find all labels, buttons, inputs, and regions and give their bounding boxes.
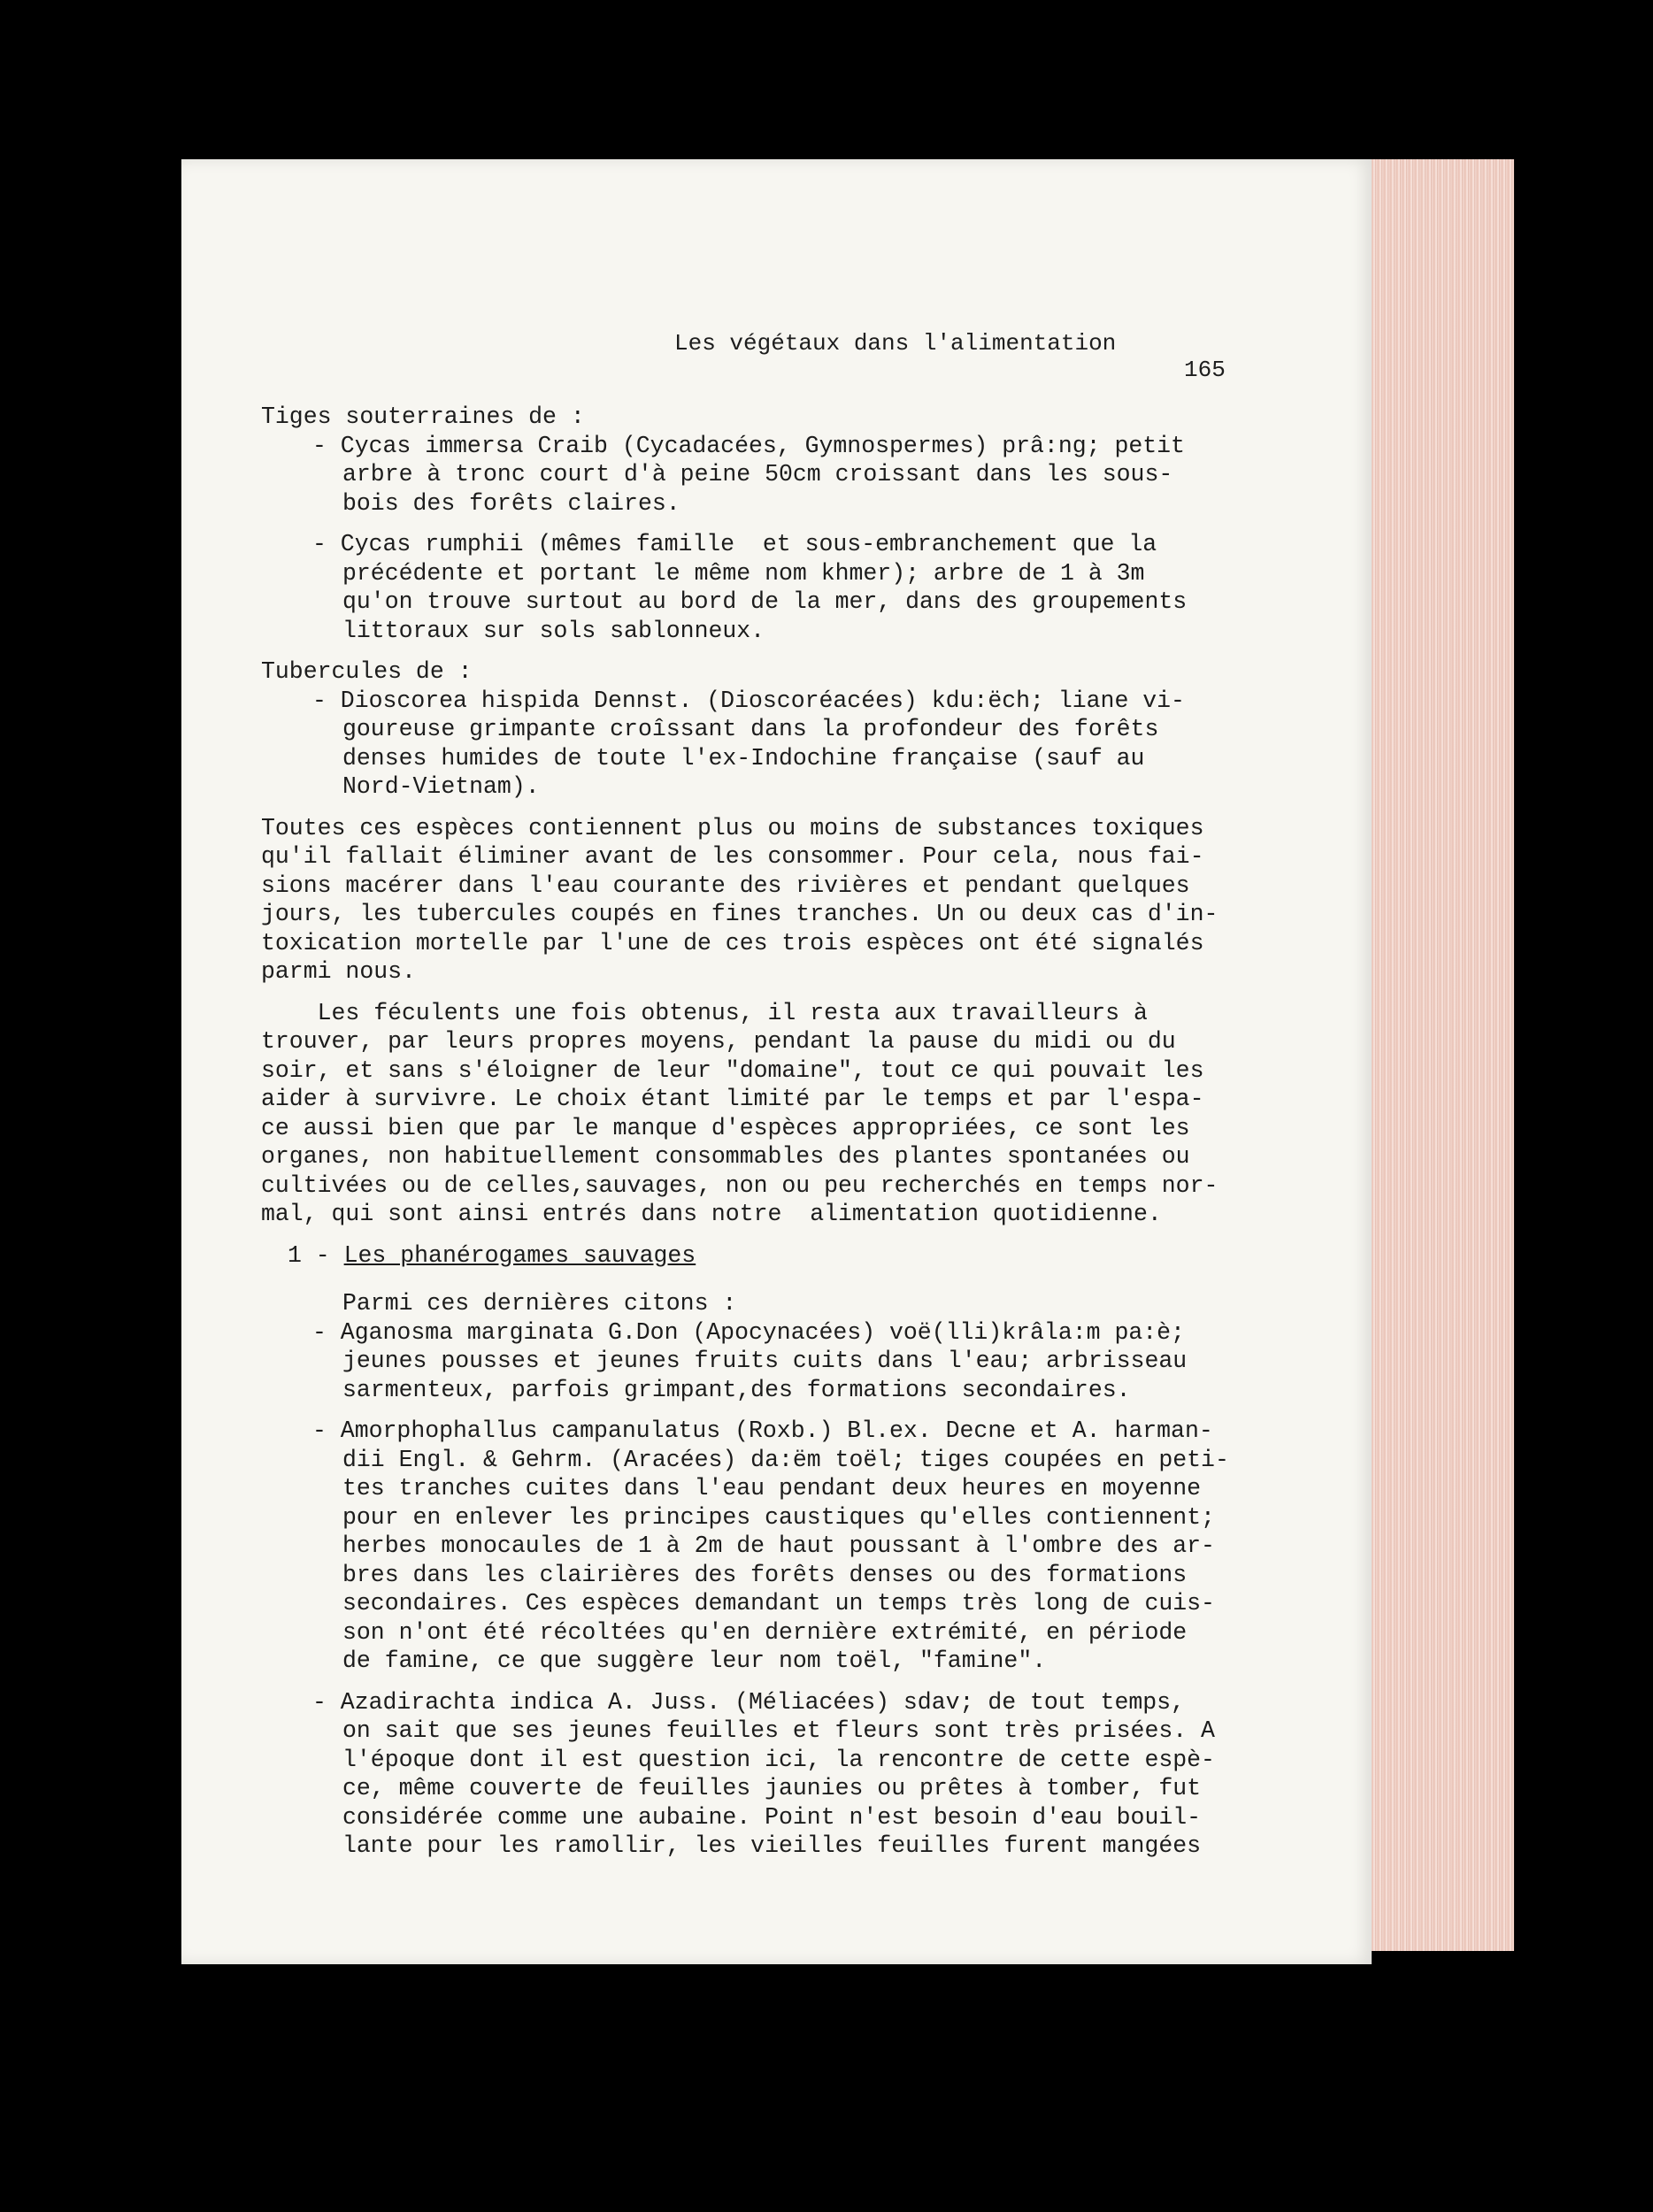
text-line: parmi nous. — [261, 958, 416, 985]
text-line: - Cycas immersa Craib (Cycadacées, Gymnospermes) prâ:ng; petit — [312, 432, 1185, 459]
text-line: pour en enlever les principes caustiques qu'elles contiennent; — [342, 1503, 1215, 1531]
text-line: considérée comme une aubaine. Point n'est besoin d'eau bouil- — [342, 1803, 1202, 1831]
text-line: arbre à tronc court d'à peine 50cm croissant dans les sous- — [342, 461, 1173, 488]
text-line: aider à survivre. Le choix étant limité par le temps et par l'espa- — [261, 1086, 1204, 1112]
text-line: goureuse grimpante croîssant dans la profondeur des forêts — [342, 716, 1159, 742]
text-line: organes, non habituellement consommables des plantes spontanées ou — [261, 1143, 1190, 1170]
running-header — [181, 303, 1372, 410]
entry-azadirachta — [261, 1688, 1265, 1861]
text-line: de famine, ce que suggère leur nom toël, "famine". — [342, 1647, 1047, 1674]
tubercules-heading: Tubercules de : — [261, 658, 473, 685]
paragraph-toxic — [261, 814, 1265, 987]
text-line: précédente et portant le même nom khmer); arbre de 1 à 3m — [342, 559, 1145, 587]
paragraph-feculents — [261, 999, 1265, 1229]
section-title: Les phanérogames sauvages — [343, 1241, 696, 1269]
text-line: - Aganosma marginata G.Don (Apocynacées) voë(lli)krâla:m pa:è; — [312, 1318, 1185, 1346]
text-line: sions macérer dans l'eau courante des rivières et pendant quelques — [261, 872, 1190, 899]
text-line: Toutes ces espèces contiennent plus ou moins de substances toxiques — [261, 814, 1204, 841]
text-line: jours, les tubercules coupés en fines tranches. Un ou deux cas d'in- — [261, 901, 1219, 927]
text-line: Nord-Vietnam). — [342, 773, 540, 800]
chapter-title: Les végétaux dans l'alimentation — [674, 330, 1117, 357]
text-line: dii Engl. & Gehrm. (Aracées) da:ëm toël; tiges coupées en peti- — [342, 1446, 1229, 1473]
text-line: ce aussi bien que par le manque d'espèces appropriées, ce sont les — [261, 1114, 1190, 1141]
text-line: mal, qui sont ainsi entrés dans notre alimentation quotidienne. — [261, 1201, 1162, 1227]
text-line: Les féculents une fois obtenus, il resta aux travailleurs à — [261, 999, 1148, 1026]
section-heading — [261, 1241, 1265, 1271]
text-line: - Dioscorea hispida Dennst. (Dioscoréacées) kdu:ëch; liane vi- — [312, 687, 1185, 714]
text-line: l'époque dont il est question ici, la rencontre de cette espè- — [342, 1746, 1215, 1773]
text-line: qu'il fallait éliminer avant de les consommer. Pour cela, nous fai- — [261, 843, 1204, 870]
text-line: - Azadirachta indica A. Juss. (Méliacées) sdav; de tout temps, — [312, 1688, 1185, 1716]
entry-amorphophallus — [261, 1417, 1265, 1676]
text-line: cultivées ou de celles,sauvages, non ou peu recherchés en temps nor- — [261, 1171, 1219, 1199]
text-line: trouver, par leurs propres moyens, pendant la pause du midi ou du — [261, 1028, 1176, 1055]
entry-aganosma — [261, 1318, 1265, 1405]
text-line: jeunes pousses et jeunes fruits cuits dans l'eau; arbrisseau — [342, 1348, 1188, 1374]
body-text — [261, 403, 1265, 1861]
text-line: soir, et sans s'éloigner de leur "domaine", tout ce qui pouvait les — [261, 1056, 1204, 1084]
text-line: son n'ont été récoltées qu'en dernière extrémité, en période — [342, 1618, 1188, 1646]
citons-line: Parmi ces dernières citons : — [342, 1290, 737, 1317]
text-line: sarmenteux, parfois grimpant,des formations secondaires. — [342, 1376, 1131, 1403]
text-line: on sait que ses jeunes feuilles et fleurs sont très prisées. A — [342, 1717, 1215, 1744]
text-line: littoraux sur sols sablonneux. — [342, 617, 765, 644]
entry-dioscorea — [261, 687, 1265, 802]
text-line: ce, même couverte de feuilles jaunies ou prêtes à tomber, fut — [342, 1775, 1202, 1801]
text-line: secondaires. Ces espèces demandant un temps très long de cuis- — [342, 1590, 1215, 1617]
text-line: herbes monocaules de 1 à 2m de haut poussant à l'ombre des ar- — [342, 1532, 1215, 1559]
entry-cycas-rumphii — [261, 530, 1265, 645]
section-number: 1 - — [288, 1241, 330, 1269]
text-line: - Cycas rumphii (mêmes famille et sous-embranchement que la — [312, 531, 1157, 557]
text-line: denses humides de toute l'ex-Indochine française (sauf au — [342, 744, 1145, 772]
tiges-heading: Tiges souterraines de : — [261, 403, 585, 430]
text-line: bres dans les clairières des forêts denses ou des formations — [342, 1561, 1188, 1588]
page-number: 165 — [1184, 357, 1226, 383]
text-line: - Amorphophallus campanulatus (Roxb.) Bl.ex. Decne et A. harman- — [312, 1417, 1213, 1444]
book-page — [181, 159, 1372, 1964]
text-line: lante pour les ramollir, les vieilles feuilles furent mangées — [342, 1832, 1202, 1859]
page-edges — [1363, 159, 1514, 1951]
text-line: qu'on trouve surtout au bord de la mer, dans des groupements — [342, 588, 1188, 615]
text-line: bois des forêts claires. — [342, 489, 680, 517]
entry-cycas-immersa — [261, 432, 1265, 518]
text-line: toxication mortelle par l'une de ces trois espèces ont été signalés — [261, 929, 1204, 956]
text-line: tes tranches cuites dans l'eau pendant deux heures en moyenne — [342, 1475, 1202, 1502]
